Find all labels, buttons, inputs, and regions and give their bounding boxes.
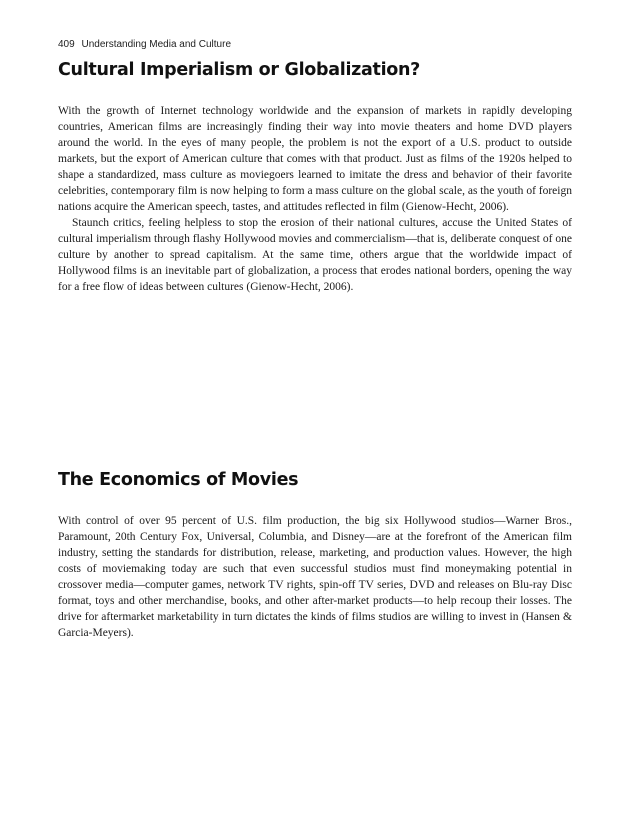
paragraph: With control of over 95 percent of U.S. film production, the big six Hollywood studios—Warner Bros., Paramount, 20th Century Fox, Universal, Columbia, and Disney—are at the forefront of the American film industry, setting the standards for distribution, release, marketing, and production values. However, the high costs of moviemaking today are such that even successful studios must find moneymaking potential in crossover media—computer games, network TV rights, spin-off TV series, DVD and releases on Blu-ray Disc format, toys and other merchandise, books, and other after-market products—to help recoup their losses. The drive for aftermarket marketability in turn dictates the kinds of films studios are willing to invest in (Hansen & Garcia-Meyers). <box>58 515 572 639</box>
page-number: 409 <box>58 39 75 50</box>
section-body-cultural-imperialism <box>58 103 572 295</box>
section-body-economics-of-movies <box>58 513 572 641</box>
paragraph: Staunch critics, feeling helpless to stop the erosion of their national cultures, accuse the United States of cultural imperialism through flashy Hollywood movies and commercialism—that is, deliberate conquest of one culture by another to spread capitalism. At the same time, others argue that the worldwide impact of Hollywood films is an inevitable part of globalization, a process that erodes national borders, opening the way for a free flow of ideas between cultures (Gienow-Hecht, 2006). <box>58 217 572 293</box>
book-title: Understanding Media and Culture <box>81 39 232 50</box>
running-header <box>58 39 231 50</box>
section-heading-cultural-imperialism: Cultural Imperialism or Globalization? <box>58 60 421 80</box>
section-heading-economics-of-movies: The Economics of Movies <box>58 470 299 490</box>
paragraph: With the growth of Internet technology worldwide and the expansion of markets in rapidly developing countries, American films are increasingly finding their way into movie theaters and home DVD players around the world. In the eyes of many people, the problem is not the export of a U.S. product to outside markets, but the export of American culture that comes with that product. Just as films of the 1920s helped to shape a standardized, mass culture as moviegoers learned to imitate the dress and behavior of their favorite celebrities, contemporary film is now helping to form a mass culture on the global scale, as the youth of foreign nations acquire the American speech, tastes, and attitudes reflected in film (Gienow-Hecht, 2006). <box>58 105 572 213</box>
